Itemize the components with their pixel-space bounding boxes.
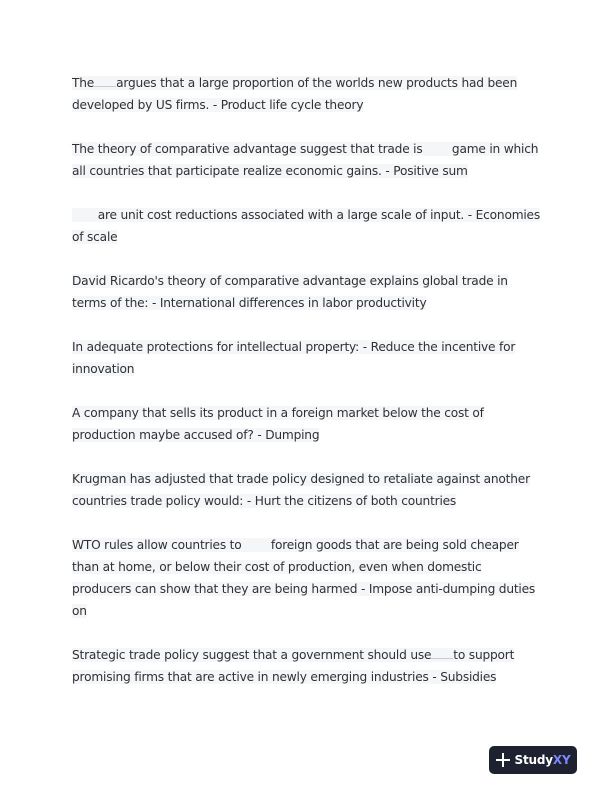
brand-name	[515, 753, 571, 767]
brand-name-accent: XY	[552, 753, 571, 767]
qa-text-before: Strategic trade policy suggest that a government should use	[72, 648, 432, 662]
qa-text-after: game in which all countries that participate realize economic gains. - Positive sum	[72, 142, 539, 178]
qa-item	[72, 644, 542, 688]
qa-item	[72, 336, 542, 380]
fill-in-blank	[426, 140, 448, 153]
qa-item-text	[72, 208, 540, 244]
brand-name-main: Study	[514, 753, 553, 767]
qa-text-after: foreign goods that are being sold cheaper than at home, or below their cost of production, even when domestic producers can show that they are being harmed - Impose anti-dumping duties on	[72, 538, 536, 618]
qa-text-before: WTO rules allow countries to	[72, 538, 242, 552]
qa-text-after: argues that a large proportion of the worlds new products had been developed by US firms. - Product life cycle theory	[72, 76, 518, 112]
fill-in-blank	[431, 646, 453, 659]
qa-item-text: A company that sells its product in a foreign market below the cost of production maybe accused of? - Dumping	[72, 406, 484, 442]
qa-item-text: David Ricardo's theory of comparative advantage explains global trade in terms of the: - International differences in labor productivity	[72, 274, 508, 310]
qa-item-text: In adequate protections for intellectual property: - Reduce the incentive for innovation	[72, 340, 516, 376]
fill-in-blank	[245, 536, 267, 549]
qa-item	[72, 138, 542, 182]
qa-item-text	[72, 538, 535, 618]
qa-item	[72, 270, 542, 314]
qa-item	[72, 534, 542, 622]
qa-item-text: Krugman has adjusted that trade policy designed to retaliate against another countries trade policy would: - Hurt the citizens of both countries	[72, 472, 530, 508]
qa-item-text	[72, 76, 517, 112]
studyxy-logo-badge[interactable]	[489, 746, 577, 774]
qa-text-before: The	[72, 76, 95, 90]
qa-text-after: to support promising firms that are active in newly emerging industries - Subsidies	[72, 648, 515, 684]
fill-in-blank	[72, 206, 94, 219]
qa-item-text	[72, 648, 514, 684]
qa-item-text	[72, 142, 538, 178]
qa-list	[72, 72, 542, 710]
qa-item	[72, 402, 542, 446]
qa-text-before: The theory of comparative advantage suggest that trade is	[72, 142, 423, 156]
qa-text-after: are unit cost reductions associated with a large scale of input. - Economies of scale	[72, 208, 541, 244]
plus-icon	[496, 753, 510, 767]
fill-in-blank	[94, 74, 116, 87]
qa-item	[72, 204, 542, 248]
qa-item	[72, 72, 542, 116]
qa-item	[72, 468, 542, 512]
